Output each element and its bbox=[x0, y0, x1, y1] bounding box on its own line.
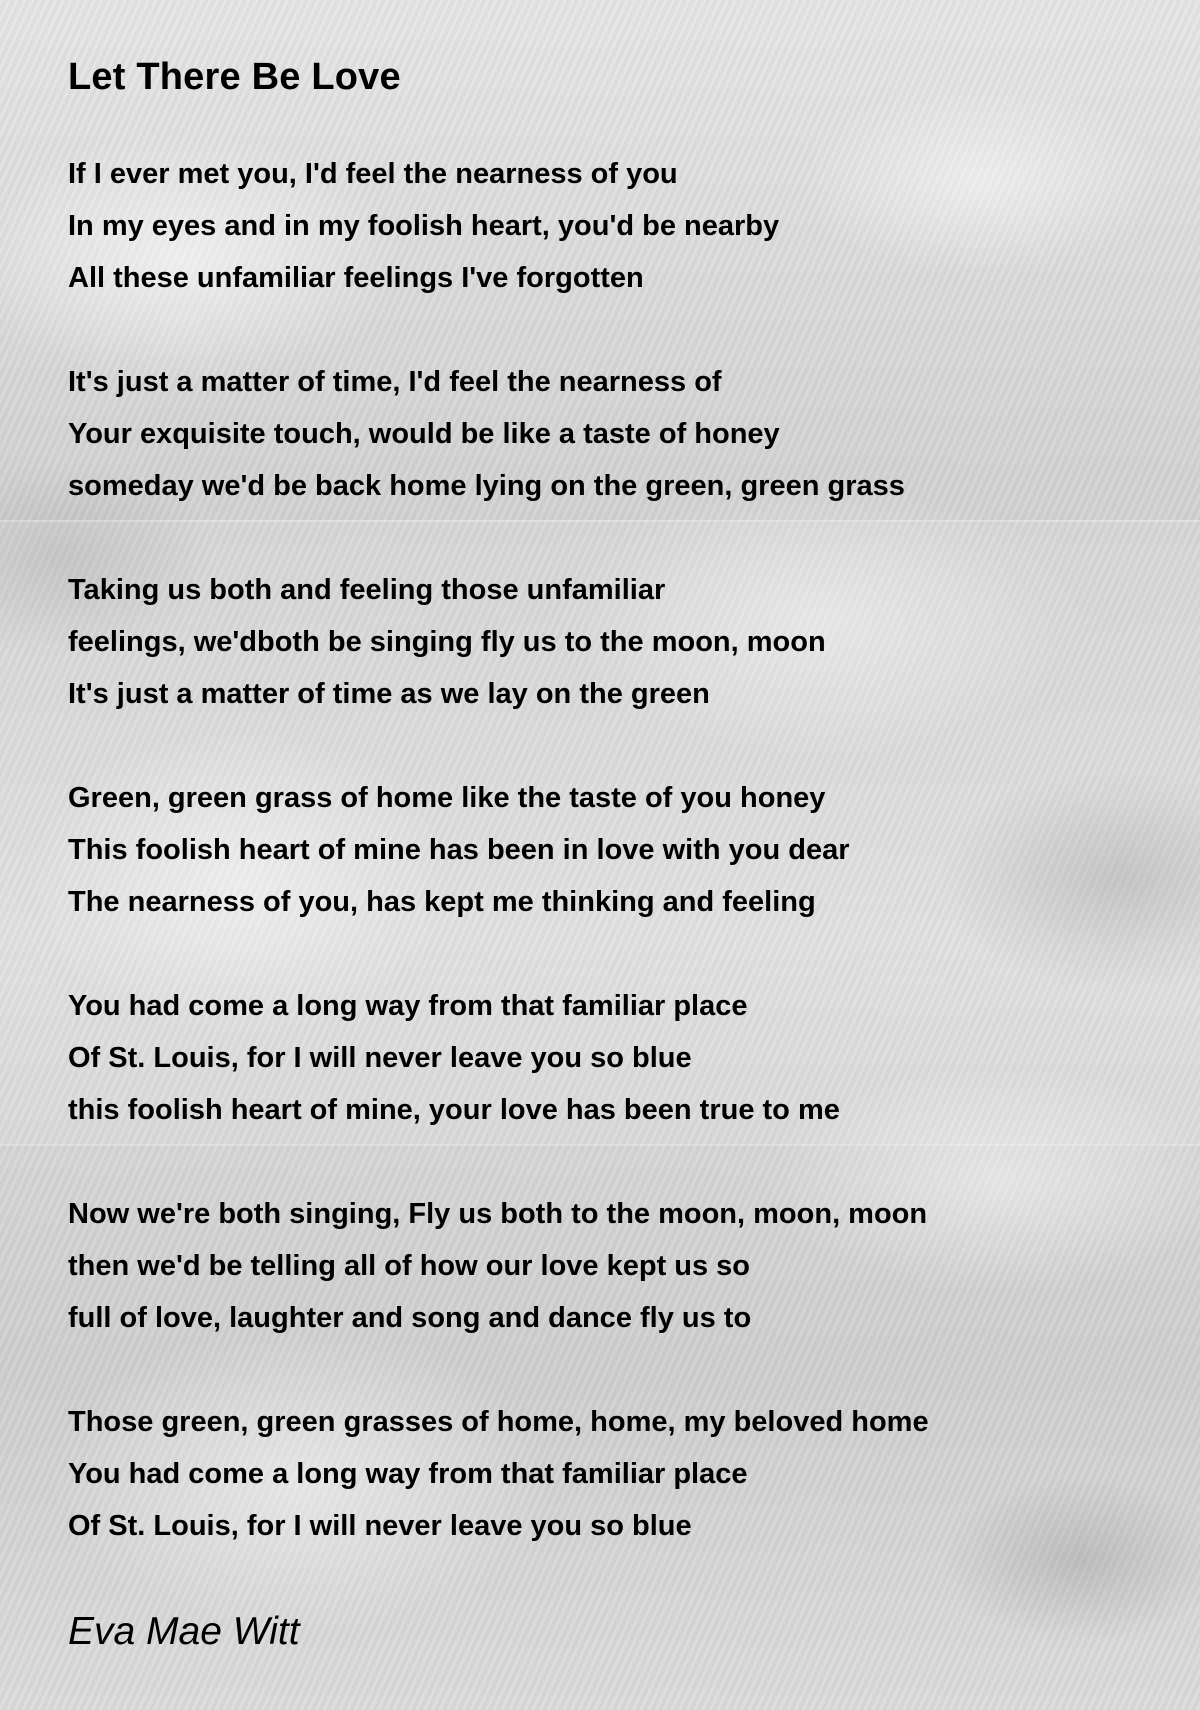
stanza-1 bbox=[68, 148, 1168, 304]
poem-line: someday we'd be back home lying on the green, green grass bbox=[68, 470, 905, 502]
poem-line: This foolish heart of mine has been in love with you dear bbox=[68, 834, 850, 866]
stanza-3 bbox=[68, 564, 1168, 720]
poem-line: this foolish heart of mine, your love has been true to me bbox=[68, 1094, 840, 1126]
poem-line: You had come a long way from that familiar place bbox=[68, 1458, 748, 1490]
poem-line: Your exquisite touch, would be like a taste of honey bbox=[68, 418, 780, 450]
poem-line: Those green, green grasses of home, home, my beloved home bbox=[68, 1406, 929, 1438]
poem bbox=[68, 52, 1168, 1552]
poem-line: It's just a matter of time, I'd feel the nearness of bbox=[68, 366, 722, 398]
poem-line: Of St. Louis, for I will never leave you so blue bbox=[68, 1510, 692, 1542]
poem-line: Taking us both and feeling those unfamiliar bbox=[68, 574, 666, 606]
stanza-4 bbox=[68, 772, 1168, 928]
poem-author: Eva Mae Witt bbox=[68, 1610, 300, 1653]
poem-line: You had come a long way from that familiar place bbox=[68, 990, 748, 1022]
poem-line: Now we're both singing, Fly us both to the moon, moon, moon bbox=[68, 1198, 928, 1230]
poem-line: It's just a matter of time as we lay on the green bbox=[68, 678, 710, 710]
poem-line: Green, green grass of home like the taste of you honey bbox=[68, 782, 826, 814]
poem-title: Let There Be Love bbox=[68, 56, 401, 98]
poem-line: full of love, laughter and song and dance fly us to bbox=[68, 1302, 752, 1334]
poem-line: feelings, we'dboth be singing fly us to the moon, moon bbox=[68, 626, 826, 658]
stanza-5 bbox=[68, 980, 1168, 1136]
stanza-6 bbox=[68, 1188, 1168, 1344]
poem-line: then we'd be telling all of how our love kept us so bbox=[68, 1250, 751, 1282]
poem-line: Of St. Louis, for I will never leave you so blue bbox=[68, 1042, 692, 1074]
poem-line: If I ever met you, I'd feel the nearness of you bbox=[68, 158, 678, 190]
stanza-2 bbox=[68, 356, 1168, 512]
poem-line: In my eyes and in my foolish heart, you'd be nearby bbox=[68, 210, 780, 242]
poem-line: All these unfamiliar feelings I've forgotten bbox=[68, 262, 644, 294]
stanza-7 bbox=[68, 1396, 1168, 1552]
poem-line: The nearness of you, has kept me thinking and feeling bbox=[68, 886, 816, 918]
